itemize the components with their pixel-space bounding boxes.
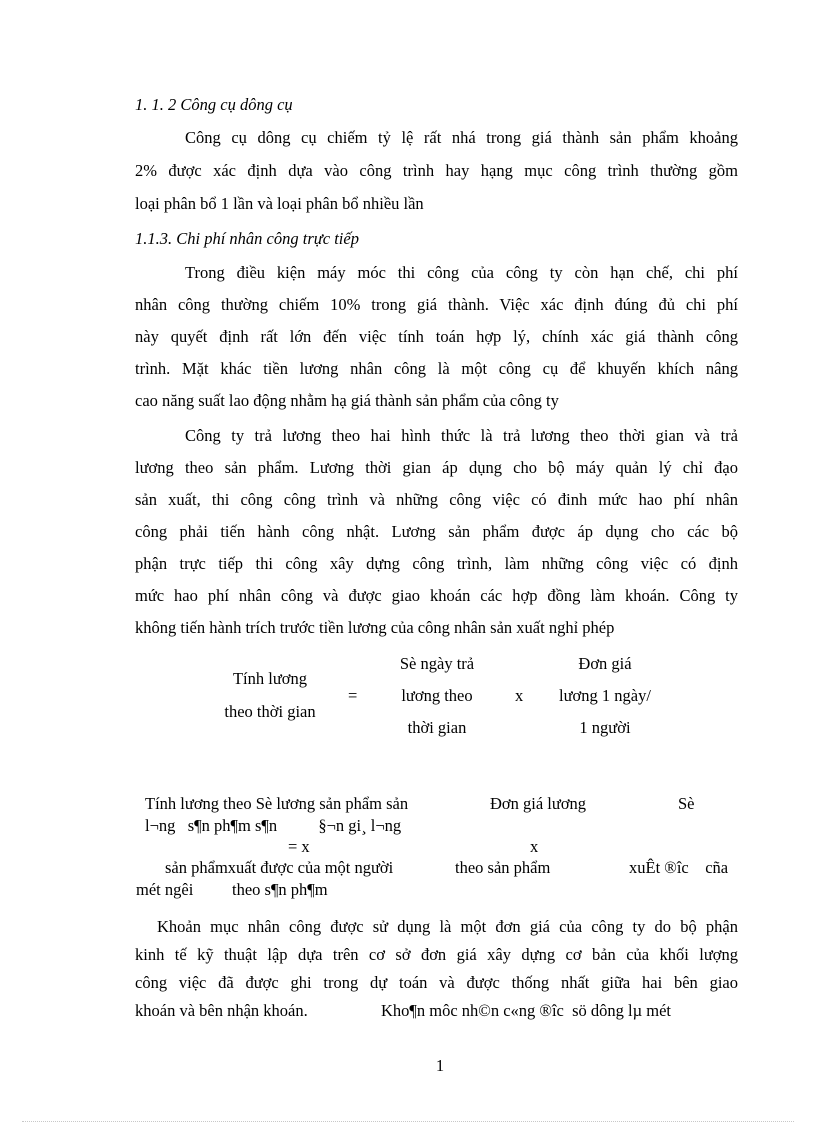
page-break-divider [22, 1121, 794, 1122]
formula-multiply-sign: x [515, 686, 524, 705]
section-heading-1-1-2: 1. 1. 2 Công cụ dông cụ [135, 95, 293, 114]
para-3-line-3: sản xuất, thi công công trình và những công việc có đinh mức hao phí nhân [135, 490, 738, 509]
formula2-multiply: x [530, 837, 539, 856]
para-4-line-4-start: khoán và bên nhận khoán. [135, 1001, 308, 1020]
formula-term1-line-3: thời gian [407, 718, 467, 737]
formula2-row5-left: mét ngêi [136, 880, 194, 899]
para-2-line-1: Trong điều kiện máy móc thi công của công ty còn hạn chế, chi phí [185, 263, 738, 282]
para-3-line-6: mức hao phí nhân công và được giao khoán các hợp đồng làm khoán. Công ty [135, 586, 738, 605]
para-2-line-4: trình. Mặt khác tiền lương nhân công là một công cụ để khuyến khích nâng [135, 359, 738, 378]
para-3-line-1: Công ty trả lương theo hai hình thức là trả lương theo thời gian và trả [185, 426, 738, 445]
formula-term2-line-3: 1 người [579, 718, 631, 737]
formula-lhs-line-2: theo thời gian [224, 702, 316, 721]
para-3-line-5: phận trực tiếp thi công xây dựng công trình, làm những công việc có định [135, 554, 738, 573]
para-1-line-3: loại phân bổ 1 lần và loại phân bổ nhiều lần [135, 194, 424, 213]
formula2-row4-left: sản phẩmxuất được của một người [165, 858, 394, 877]
para-4-line-3: công việc đã được ghi trong dự toán và được thống nhất giữa hai bên giao [135, 973, 738, 992]
para-2-line-3: này quyết định rất lớn đến việc tính toán hợp lý, chính xác giá thành công [135, 327, 738, 346]
formula-term1-line-2: lương theo [401, 686, 473, 705]
para-4-line-4-garbled: Kho¶n môc nh©n c«ng ®îc sö dông lµ mét [381, 1001, 671, 1020]
formula2-equals: = x [288, 837, 310, 856]
formula-lhs-line-1: Tính lương [232, 669, 308, 688]
formula2-row2: l¬ng s¶n ph¶m s¶n §¬n gi¸ l¬ng [145, 816, 402, 835]
para-4-line-2: kinh tế kỹ thuật lập dựa trên cơ sở đơn giá xây dựng cơ bản của khối lượng [135, 945, 738, 964]
formula2-row1-left: Tính lương theo Sè lương sản phẩm sản [145, 794, 409, 813]
section-heading-1-1-3: 1.1.3. Chi phí nhân công trực tiếp [135, 229, 359, 248]
page-number: 1 [435, 1056, 445, 1075]
para-3-line-2: lương theo sản phẩm. Lương thời gian áp dụng cho bộ máy quản lý chỉ đạo [135, 458, 738, 477]
para-2-line-5: cao năng suất lao động nhằm hạ giá thành sản phẩm của công ty [135, 391, 559, 410]
para-1-line-1: Công cụ dông cụ chiếm tỷ lệ rất nhá trong giá thành sản phẩm khoảng [185, 128, 738, 147]
formula2-row1-mid: Đơn giá lương [490, 794, 587, 813]
para-2-line-2: nhân công thường chiếm 10% trong giá thành. Việc xác định đúng đủ chi phí [135, 295, 738, 314]
para-4-line-1: Khoản mục nhân công được sử dụng là một đơn giá của công ty do bộ phận [157, 917, 738, 936]
formula-term2-line-1: Đơn giá [578, 654, 632, 673]
formula2-row4-mid: theo sản phẩm [455, 858, 551, 877]
formula-term2-line-2: lương 1 ngày/ [559, 686, 651, 705]
formula-equals-sign: = [348, 686, 358, 705]
formula2-row4-right: xuÊt ®îc cña [629, 858, 729, 877]
para-1-line-2: 2% được xác định dựa vào công trình hay hạng mục công trình thường gồm [135, 161, 738, 180]
formula-term1-line-1: Sè ngày trả [399, 654, 475, 673]
para-3-line-4: công phải tiến hành công nhật. Lương sản phẩm được áp dụng cho các bộ [135, 522, 738, 541]
para-3-line-7: không tiến hành trích trước tiền lương của công nhân sản xuất nghỉ phép [135, 618, 615, 637]
formula2-row1-right: Sè [678, 794, 695, 813]
formula2-row5-mid: theo s¶n ph¶m [232, 880, 328, 899]
